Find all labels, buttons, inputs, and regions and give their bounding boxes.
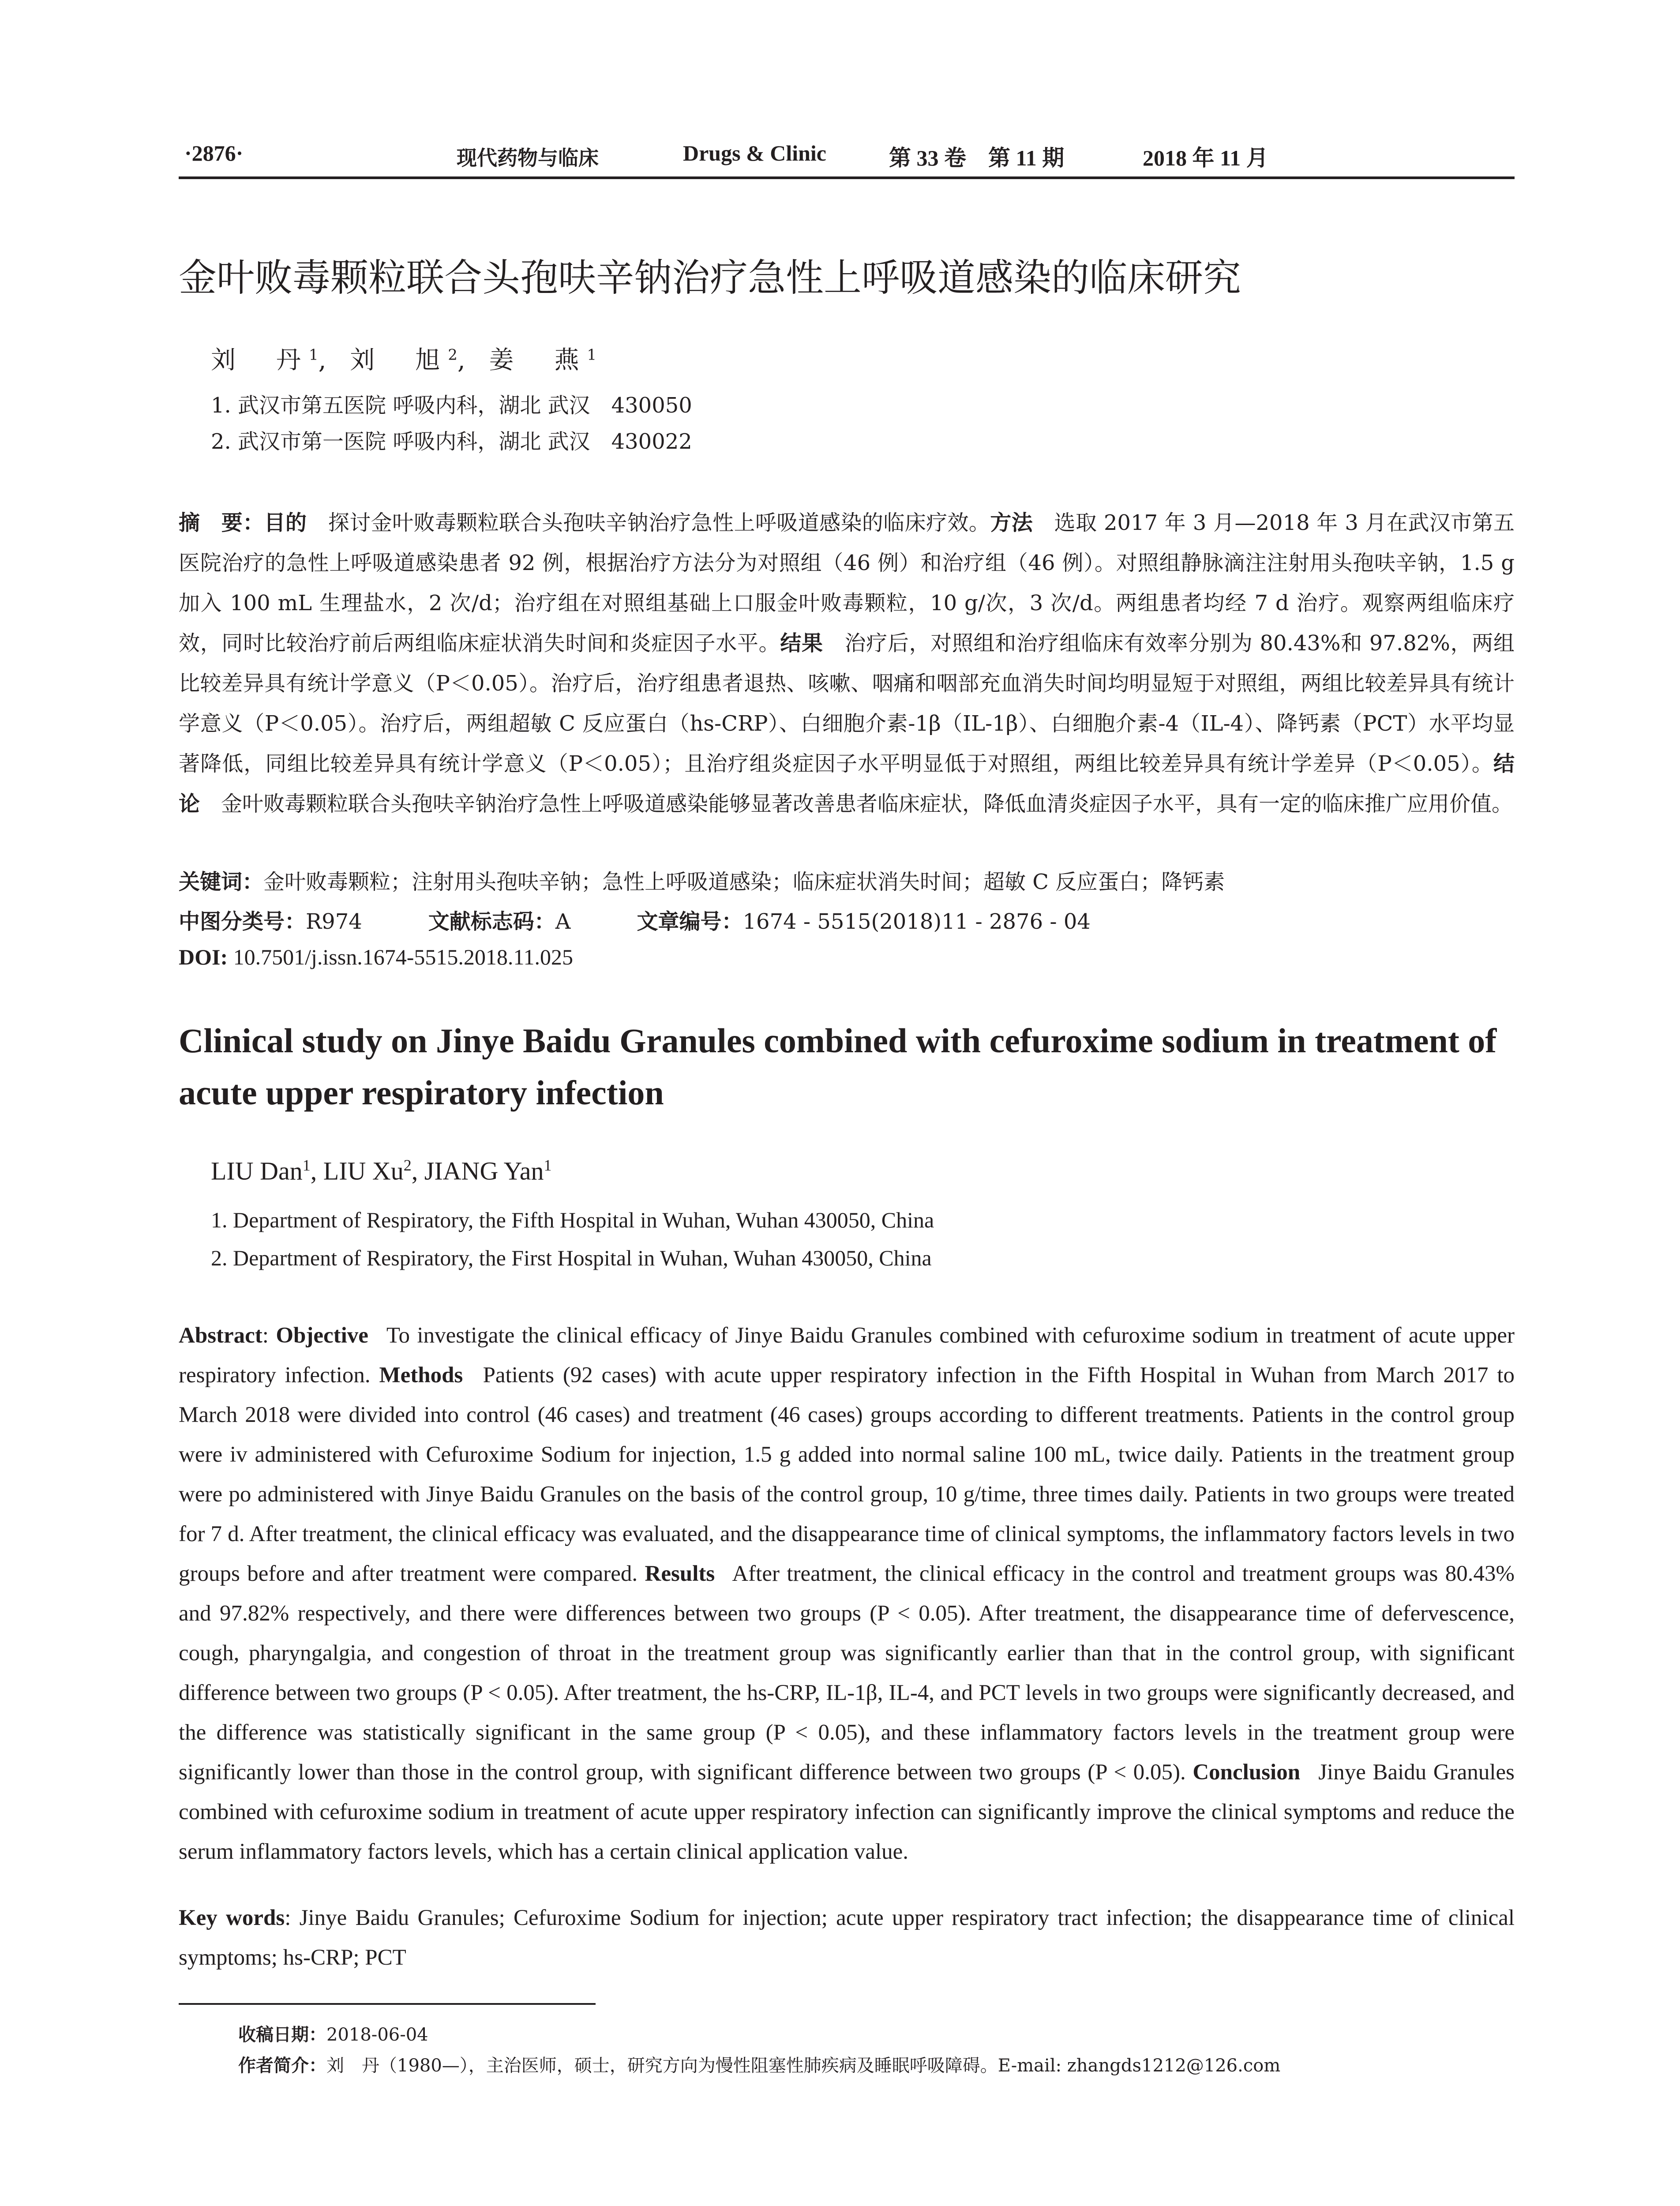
english-affiliation-2: 2. Department of Respiratory, the First Hospital in Wuhan, Wuhan 430050, China: [211, 1246, 932, 1270]
received-value: 2018-06-04: [326, 2025, 428, 2045]
doc-code-label: 文献标志码：: [428, 909, 555, 934]
article-no-label: 文章编号：: [637, 909, 743, 934]
results-text: 治疗后，对照组和治疗组临床有效率分别为 80.43%和 97.82%，两组比较差异具有统计学意义（P＜0.05）。治疗后，治疗组患者退热、咳嗽、咽痛和咽部充血消失时间均明显短于对照组，两组比较差异具有统计学意义（P＜0.05）。治疗后，两组超敏 C 反应蛋白（hs-CRP）、白细胞介素-1β（IL-1β）、白细胞介素-4（IL-4）、降钙素（PCT）水平均显著降低，同组比较差异具有统计学意义（P＜0.05）；且治疗组炎症因子水平明显低于对照组，两组比较差异具有统计学差异（P＜0.05）。: [179, 631, 1515, 776]
keywords-label: Key words: [179, 1906, 285, 1930]
author-name: 刘 丹: [211, 346, 309, 375]
header-rule: [179, 176, 1515, 179]
author-affiliation-mark: 1: [544, 1156, 552, 1174]
chinese-affiliation-2: 2. 武汉市第一医院 呼吸内科，湖北 武汉 430022: [211, 429, 692, 454]
doc-code-value: A: [555, 909, 571, 934]
methods-label: Methods: [379, 1363, 463, 1388]
results-text: After treatment, the clinical efficacy in the control and treatment groups was 80.43% and 97.82% respectively, and there were differences between two groups (P < 0.05). After treatment, the disappearance time of defervescence, cough, pharyngalgia, and congestion of throat in the treatment group was significantly earlier than that in the control group, with significant difference between two groups (P < 0.05). After treatment, the hs-CRP, IL-1β, IL-4, and PCT levels in two groups were significantly decreased, and the difference was statistically significant in the same group (P < 0.05), and these inflammatory factors levels in the treatment group were significantly lower than those in the control group, with significant difference between two groups (P < 0.05).: [179, 1561, 1515, 1785]
keywords-label: 关键词：: [179, 870, 264, 894]
methods-text: 选取 2017 年 3 月—2018 年 3 月在武汉市第五医院治疗的急性上呼吸道感染患者 92 例，根据治疗方法分为对照组（46 例）和治疗组（46 例）。对照组静脉滴注注射用头孢呋辛钠，1.5 g 加入 100 mL 生理盐水，2 次/d；治疗组在对照组基础上口服金叶败毒颗粒，10 g/次，3 次/d。两组患者均经 7 d 治疗。观察两组临床疗效，同时比较治疗前后两组临床症状消失时间和炎症因子水平。: [179, 510, 1515, 656]
english-authors: LIU Dan$^1$, LIU Xu$^2$, JIANG Yan$^1$: [211, 1156, 552, 1186]
conclusion-label: Conclusion: [1192, 1760, 1301, 1785]
keywords-text: 金叶败毒颗粒；注射用头孢呋辛钠；急性上呼吸道感染；临床症状消失时间；超敏 C 反应蛋白；降钙素: [263, 870, 1225, 894]
chinese-abstract: [179, 503, 1515, 824]
bio-label: 作者简介：: [238, 2056, 326, 2076]
author-name: LIU Xu: [323, 1156, 404, 1186]
author-affiliation-mark: 2: [403, 1156, 412, 1174]
english-title: Clinical study on Jinye Baidu Granules combined with cefuroxime sodium in treatment of acute upper respiratory infection: [179, 1021, 1497, 1112]
bio-text: 刘 丹（1980—），主治医师，硕士，研究方向为慢性阻塞性肺疾病及睡眠呼吸障碍。E-mail: zhangds1212@126.com: [326, 2056, 1281, 2076]
results-label: Results: [645, 1561, 715, 1586]
keywords-text: Jinye Baidu Granules; Cefuroxime Sodium for injection; acute upper respiratory tract infection; the disappearance time of clinical symptoms; hs-CRP; PCT: [179, 1906, 1515, 1970]
author-affiliation-mark: 1: [302, 1156, 311, 1174]
doi-value: 10.7501/j.issn.1674-5515.2018.11.025: [233, 945, 573, 969]
conclusion-text: 金叶败毒颗粒联合头孢呋辛钠治疗急性上呼吸道感染能够显著改善患者临床症状，降低血清炎症因子水平，具有一定的临床推广应用价值。: [221, 792, 1513, 816]
english-affiliation-1: 1. Department of Respiratory, the Fifth Hospital in Wuhan, Wuhan 430050, China: [211, 1208, 934, 1232]
conclusion-text: Jinye Baidu Granules combined with cefuroxime sodium in treatment of acute upper respiratory infection can significantly improve the clinical symptoms and reduce the serum inflammatory factors levels, which has a certain clinical application value.: [179, 1760, 1515, 1864]
author-name: 刘 旭: [350, 346, 448, 375]
objective-label: 目的: [264, 510, 307, 535]
author-affiliation-mark: 1: [587, 346, 597, 364]
author-affiliation-mark: 1: [309, 346, 319, 364]
author-name: JIANG Yan: [424, 1156, 544, 1186]
author-affiliation-mark: 2: [448, 346, 458, 364]
author-bio: [238, 2052, 1280, 2077]
chinese-title: 金叶败毒颗粒联合头孢呋辛钠治疗急性上呼吸道感染的临床研究: [179, 256, 1241, 300]
methods-label: 方法: [990, 510, 1033, 535]
page-number: ·2876·: [184, 141, 244, 165]
author-separator: ,: [318, 346, 334, 375]
clc-label: 中图分类号：: [179, 909, 306, 934]
doi-label: DOI:: [179, 945, 228, 969]
conclusion-label: 结论: [179, 751, 1515, 816]
objective-text: 探讨金叶败毒颗粒联合头孢呋辛钠治疗急性上呼吸道感染的临床疗效。: [328, 510, 990, 535]
chinese-affiliation-1: 1. 武汉市第五医院 呼吸内科，湖北 武汉 430050: [211, 393, 692, 418]
clc-value: R974: [306, 909, 362, 934]
footnote-rule: [179, 2003, 596, 2005]
results-label: 结果: [780, 631, 823, 656]
received-label: 收稿日期：: [238, 2025, 326, 2045]
abstract-label: Abstract: [179, 1323, 262, 1348]
objective-text: To investigate the clinical efficacy of Jinye Baidu Granules combined with cefuroxime sodium in treatment of acute upper respiratory infection.: [179, 1323, 1515, 1388]
chinese-authors: [211, 341, 596, 376]
author-name: LIU Dan: [211, 1156, 303, 1186]
english-abstract: Abstract: Objective To investigate the clinical efficacy of Jinye Baidu Granules combined with cefuroxime sodium in treatment of acute upper respiratory infection. Methods Patients (92 cases) with acute upper respiratory infection in the Fifth Hospital in Wuhan from March 2017 to March 2018 were divided into control (46 cases) and treatment (46 cases) groups according to different treatments. Patients in the control group were iv administered with Cefuroxime Sodium for injection, 1.5 g added into normal saline 100 mL, twice daily. Patients in the treatment group were po administered with Jinye Baidu Granules on the basis of the control group, 10 g/time, three times daily. Patients in two groups were treated for 7 d. After treatment, the clinical efficacy was evaluated, and the disappearance time of clinical symptoms, the inflammatory factors levels in two groups before and after treatment were compared. Results After treatment, the clinical efficacy in the control and treatment groups was 80.43% and 97.82% respectively, and there were differences between two groups (P < 0.05). After treatment, the disappearance time of defervescence, cough, pharyngalgia, and congestion of throat in the treatment group was significantly earlier than that in the control group, with significant difference between two groups (P < 0.05). After treatment, the hs-CRP, IL-1β, IL-4, and PCT levels in two groups were significantly decreased, and the difference was statistically significant in the same group (P < 0.05), and these inflammatory factors levels in the treatment group were significantly lower than those in the control group, with significant difference between two groups (P < 0.05). Conclusion Jinye Baidu Granules combined with cefuroxime sodium in treatment of acute upper respiratory infection can significantly improve the clinical symptoms and reduce the serum inflammatory factors levels, which has a certain clinical application value.: [179, 1323, 1515, 1864]
objective-label: Objective: [276, 1323, 368, 1348]
received-date: [238, 2021, 428, 2046]
methods-text: Patients (92 cases) with acute upper respiratory infection in the Fifth Hospital in Wuhan from March 2017 to March 2018 were divided into control (46 cases) and treatment (46 cases) groups according to different treatments. Patients in the control group were iv administered with Cefuroxime Sodium for injection, 1.5 g added into normal saline 100 mL, twice daily. Patients in the treatment group were po administered with Jinye Baidu Granules on the basis of the control group, 10 g/time, three times daily. Patients in two groups were treated for 7 d. After treatment, the clinical efficacy was evaluated, and the disappearance time of clinical symptoms, the inflammatory factors levels in two groups before and after treatment were compared.: [179, 1363, 1515, 1586]
author-name: 姜 燕: [489, 346, 587, 375]
doi-line: [179, 944, 573, 970]
author-separator: ,: [457, 346, 473, 375]
publication-date: 2018 年 11 月: [1143, 146, 1268, 170]
classification-line: [179, 904, 1091, 935]
journal-name-cn: 现代药物与临床: [457, 146, 599, 170]
volume-issue: 第 33 卷 第 11 期: [889, 146, 1065, 170]
journal-name-en: Drugs & Clinic: [683, 141, 826, 165]
chinese-keywords: [179, 865, 1515, 895]
article-no-value: 1674 - 5515(2018)11 - 2876 - 04: [742, 909, 1091, 934]
english-keywords: Key words: Jinye Baidu Granules; Cefuroxime Sodium for injection; acute upper respiratory tract infection; the disappearance time of clinical symptoms; hs-CRP; PCT: [179, 1906, 1515, 1970]
abstract-label: 摘 要：: [179, 510, 264, 535]
